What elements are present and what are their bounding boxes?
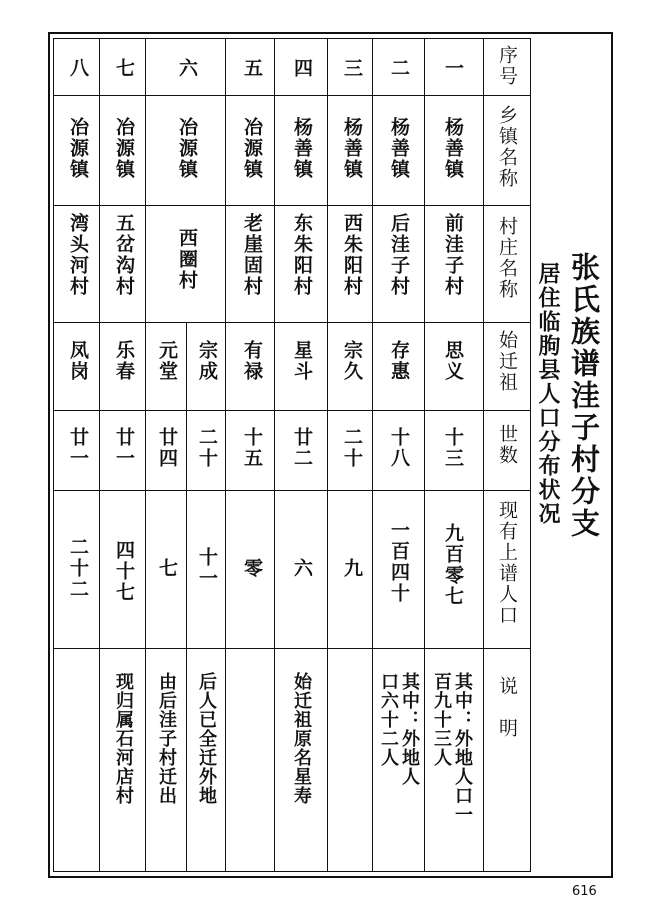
row3-population: 九 — [341, 558, 363, 579]
column-divider — [372, 38, 373, 872]
row6a-population: 十一 — [196, 547, 218, 589]
row5-ancestor: 有禄 — [241, 340, 263, 382]
row6b-ancestor: 元堂 — [156, 340, 178, 382]
page-subtitle: 居住临朐县人口分布状况 — [535, 262, 561, 526]
row4-village: 东朱阳村 — [291, 213, 313, 297]
row-divider — [53, 322, 531, 323]
row2-population: 一百四十 — [388, 520, 410, 604]
row2-ancestor: 存惠 — [388, 340, 410, 382]
row3-ancestor: 宗久 — [341, 340, 363, 382]
page-title: 张氏族谱洼子村分支 — [567, 252, 601, 540]
header-note: 说 明 — [496, 676, 518, 739]
column-divider — [99, 38, 100, 872]
page-number: 616 — [572, 884, 597, 899]
row3-generation: 二十 — [341, 427, 363, 469]
row8-seq: 八 — [67, 58, 89, 79]
row4-note: 始迁祖原名星寿 — [291, 672, 312, 805]
row7-population: 四十七 — [113, 540, 135, 603]
row2-generation: 十八 — [388, 427, 410, 469]
row4-population: 六 — [291, 558, 313, 579]
row1-note-line1: 其中：外地人口一 — [452, 672, 473, 824]
column-divider — [225, 38, 226, 872]
row1-population: 九百零七 — [442, 523, 464, 607]
row3-town: 杨善镇 — [341, 117, 363, 180]
row3-village: 西朱阳村 — [341, 213, 363, 297]
column-divider — [424, 38, 425, 872]
row1-town: 杨善镇 — [442, 117, 464, 180]
row5-population: 零 — [241, 558, 263, 579]
header-village: 村庄名称 — [496, 216, 518, 300]
row-divider — [53, 410, 531, 411]
column-divider — [327, 38, 328, 872]
row1-ancestor: 思义 — [442, 340, 464, 382]
column-divider — [145, 38, 146, 872]
row8-town: 冶源镇 — [67, 117, 89, 180]
row6-seq: 六 — [176, 58, 198, 79]
row6b-population: 七 — [156, 558, 178, 579]
row7-ancestor: 乐春 — [113, 340, 135, 382]
row6b-note: 由后洼子村迁出 — [156, 672, 177, 805]
header-seq: 序号 — [496, 45, 518, 87]
row-divider — [53, 205, 531, 206]
row5-town: 冶源镇 — [241, 117, 263, 180]
column-divider — [274, 38, 275, 872]
header-ancestor: 始迁祖 — [496, 330, 518, 393]
row1-village: 前洼子村 — [442, 213, 464, 297]
row1-note-line2: 百九十三人 — [431, 672, 452, 767]
row1-seq: 一 — [442, 58, 464, 79]
row3-seq: 三 — [341, 58, 363, 79]
row7-seq: 七 — [113, 58, 135, 79]
row4-ancestor: 星斗 — [291, 340, 313, 382]
row-divider — [53, 490, 531, 491]
row2-seq: 二 — [388, 58, 410, 79]
row7-village: 五岔沟村 — [113, 213, 135, 297]
row-divider — [53, 648, 531, 649]
row6-village: 西圈村 — [176, 228, 198, 291]
row4-generation: 廿二 — [291, 427, 313, 469]
row6a-generation: 二十 — [196, 427, 218, 469]
row-divider — [53, 95, 531, 96]
row4-seq: 四 — [291, 58, 313, 79]
row7-generation: 廿一 — [113, 427, 135, 469]
row1-generation: 十三 — [442, 427, 464, 469]
row4-town: 杨善镇 — [291, 117, 313, 180]
row2-note-line1: 其中：外地人 — [399, 672, 420, 786]
row6a-note: 后人已全迁外地 — [196, 672, 217, 805]
column-divider — [483, 38, 484, 872]
row8-village: 湾头河村 — [67, 213, 89, 297]
row2-village: 后洼子村 — [388, 213, 410, 297]
row7-note: 现归属石河店村 — [113, 672, 134, 805]
row6-town: 冶源镇 — [176, 117, 198, 180]
row5-seq: 五 — [241, 58, 263, 79]
row2-town: 杨善镇 — [388, 117, 410, 180]
row7-town: 冶源镇 — [113, 117, 135, 180]
row8-generation: 廿一 — [67, 427, 89, 469]
sub-column-divider — [186, 322, 187, 872]
row6a-ancestor: 宗成 — [196, 340, 218, 382]
row5-generation: 十五 — [241, 427, 263, 469]
header-generation: 世数 — [496, 424, 518, 466]
row8-population: 二十二 — [67, 537, 89, 600]
row5-village: 老崖固村 — [241, 213, 263, 297]
row2-note-line2: 口六十二人 — [378, 672, 399, 767]
header-town: 乡镇名称 — [496, 105, 518, 189]
row8-ancestor: 凤岗 — [67, 340, 89, 382]
row6b-generation: 廿四 — [156, 427, 178, 469]
header-population: 现有上谱人口 — [496, 500, 518, 626]
